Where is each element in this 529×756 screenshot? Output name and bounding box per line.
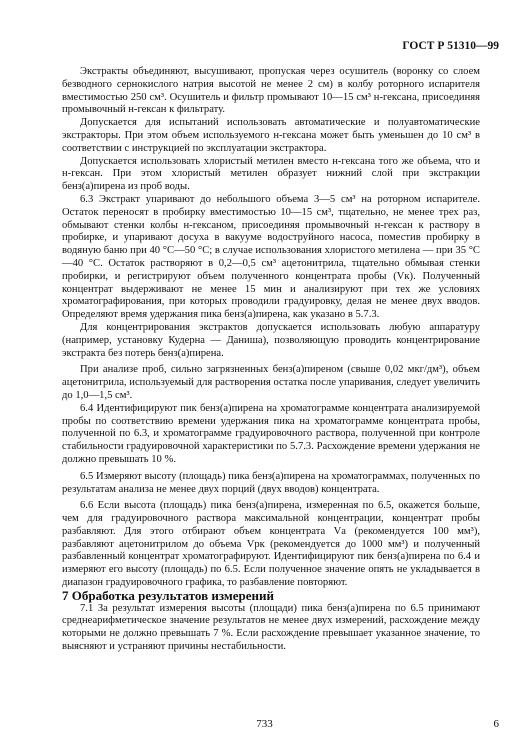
paragraph-extractors: Допускается для испытаний использовать автоматические и полуавтоматические экстракторы. При этом объем используемого н-гексана может быть уменьшен до 10 см³ в соответствии с инструкцией по эксплуатации экстрактора. bbox=[62, 117, 480, 154]
document-header bbox=[402, 40, 499, 52]
paragraph-6-3: 6.3 Экстракт упаривают до небольшого объема 3—5 см³ на роторном испарителе. Остаток переносят в пробирку вместимостью 10—15 см³, тщательно, не менее трех раз, обмывают стенки колбы н-гексаном, присоединяя промывочный н-гексан к раствору в пробирке, и упаривают досуха в вакууме водоструйного насоса, поместив пробирку в водяную баню при 40 °С—50 °С; в случае использования хлористого метилена — при 35 °С—40 °С. Остаток растворяют в 0,2—0,5 см³ ацетонитрила, тщательно обмывая стенки пробирки, и регистрируют объем полученного концентрата пробы (Vк). Полученный концентрат выдерживают не менее 15 мин и анализируют при тех же условиях хроматографирования, при которых проводили градуировку, делая не менее двух вводов. Определяют время удержания пика бенз(а)пирена, как указано в 5.7.3. bbox=[62, 193, 480, 321]
paragraph-methylene: Допускается использовать хлористый метилен вместо н-гексана того же объема, что и н-гексан. При этом хлористый метилен образует нижний слой при экстракции бенз(а)пирена из проб воды. bbox=[62, 155, 480, 193]
paragraph-extracts: Экстракты объединяют, высушивают, пропуская через осушитель (воронку со слоем безводного сернокислого натрия высотой не менее 2 см) в колбу роторного испарителя вместимостью 250 см³. Осушитель и фильтр промывают 10—15 см³ н-гексана, присоединяя промывочный н-гексан к фильтрату. bbox=[62, 66, 480, 116]
paragraph-contaminated: При анализе проб, сильно загрязненных бенз(а)пиреном (свыше 0,02 мкг/дм³), объем ацетонитрила, используемый для растворения остатка после упаривания, следует увеличить до 1,0—1,5 см³. bbox=[62, 364, 480, 401]
paragraph-6-6: 6.6 Если высота (площадь) пика бенз(а)пирена, измеренная по 6.5, окажется больше, чем для градуировочного раствора максимальной концентрации, концентрат пробы разбавляют. Для этого отбирают объем концентрата Vа (рекомендуется 100 мм³), разбавляют ацетонитрилом до объема Vрк (рекомендуется до 1000 мм³) и полученный разбавленный концентрат хроматографируют. Идентифицируют пик бенз(а)пирена по 6.4 и измеряют его высоту (площадь) по 6.5. Если полученное значение опять не укладывается в диапазон градуировочного графика, то разбавление повторяют. bbox=[62, 500, 480, 589]
document-body bbox=[62, 66, 480, 654]
page-number-right: 6 bbox=[493, 718, 499, 730]
section-7-heading: 7 Обработка результатов измерений bbox=[62, 587, 274, 603]
paragraph-concentration: Для концентрирования экстрактов допускается использовать любую аппаратуру (например, установку Кудерна — Даниша), позволяющую проводить концентрирование экстракта без потерь бенз(а)пирена. bbox=[62, 321, 480, 359]
paragraph-6-4: 6.4 Идентифицируют пик бенз(а)пирена на хроматограмме концентрата анализируемой пробы по соответствию времени удержания пика на хроматограмме концентрата пробы, полученной по 6.3, и хроматограмме градуировочного раствора, полученной при контроле стабильности градуировочной характеристики по 5.7.3. Расхождение времени удержания не должно превышать 10 %. bbox=[62, 402, 480, 465]
page-number: 733 bbox=[256, 718, 273, 730]
standard-code: ГОСТ Р 51310—99 bbox=[402, 40, 499, 52]
paragraph-6-5: 6.5 Измеряют высоту (площадь) пика бенз(а)пирена на хроматограммах, полученных по результатам анализа не менее двух порций (двух вводов) концентрата. bbox=[62, 470, 480, 495]
paragraph-7-1: 7.1 За результат измерения высоты (площади) пика бенз(а)пирена по 6.5 принимают среднеарифметическое значение результатов не менее двух измерений, расхождение между которыми не должно превышать 7 %. Если расхождение превышает указанное значение, то выясняют и устраняют причины нестабильности. bbox=[62, 602, 480, 653]
